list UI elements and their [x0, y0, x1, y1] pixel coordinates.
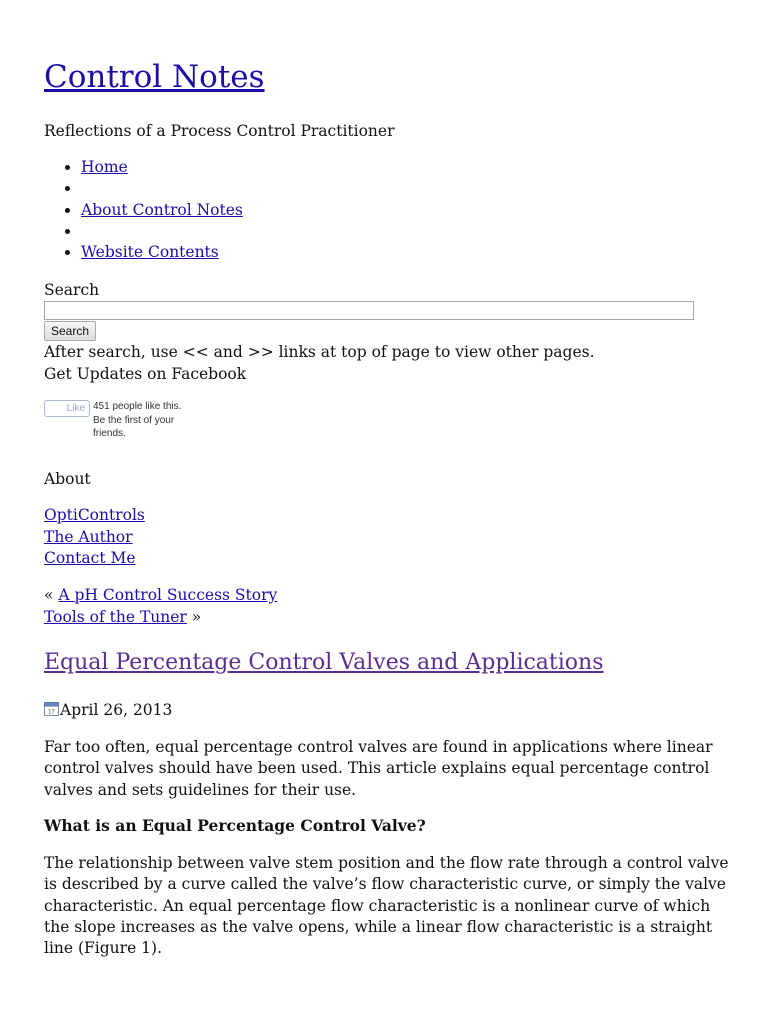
- post-body-paragraph: The relationship between valve stem position and the flow rate through a control valve is described by a curve called the valve’s flow characteristic curve, or simply the valve characteristic. An equal percentage flow characteristic is a nonlinear curve of which the slope increases as the valve opens, while a linear flow characteristic is a straight line (Figure 1).: [44, 854, 729, 958]
- post-intro-paragraph: Far too often, equal percentage control valves are found in applications where linear control valves should have been used. This article explains equal percentage control valves and sets guidelines for their use.: [44, 738, 713, 799]
- next-post-link[interactable]: Tools of the Tuner: [44, 608, 187, 626]
- next-arrow: »: [186, 608, 202, 626]
- post-title: [44, 648, 604, 678]
- site-tagline: Reflections of a Process Control Practitioner: [44, 122, 395, 140]
- about-link-contact[interactable]: Contact Me: [44, 549, 136, 568]
- main-nav: [44, 157, 243, 263]
- facebook-heading: Get Updates on Facebook: [44, 365, 247, 383]
- facebook-like-button[interactable]: Like: [44, 400, 90, 417]
- prev-arrow: «: [44, 586, 59, 604]
- svg-text:17: 17: [48, 709, 55, 715]
- facebook-like-count: 451 people like this. Be the first of your friends.: [93, 401, 182, 439]
- nav-link-home[interactable]: Home: [81, 158, 128, 176]
- next-post-nav: [44, 607, 201, 627]
- nav-item-empty: [81, 178, 243, 199]
- nav-link-about[interactable]: About Control Notes: [81, 200, 243, 219]
- site-title: [44, 58, 265, 96]
- nav-item-about: [81, 200, 243, 221]
- post-subheading: What is an Equal Percentage Control Valve?: [44, 816, 426, 835]
- about-heading: About: [44, 470, 91, 488]
- previous-post-nav: [44, 585, 277, 605]
- search-hint: After search, use << and >> links at top of page to view other pages.: [44, 343, 595, 361]
- about-link-author[interactable]: The Author: [44, 527, 133, 546]
- search-button[interactable]: Search: [44, 321, 96, 341]
- about-links: [44, 505, 145, 570]
- post-title-link[interactable]: Equal Percentage Control Valves and Applications: [44, 650, 604, 675]
- previous-post-link[interactable]: A pH Control Success Story: [58, 586, 278, 604]
- site-title-link[interactable]: Control Notes: [44, 59, 265, 95]
- search-label: Search: [44, 281, 100, 299]
- nav-item-contents: [81, 242, 243, 263]
- nav-link-contents[interactable]: Website Contents: [81, 243, 219, 262]
- post-date-text: April 26, 2013: [60, 701, 173, 719]
- about-link-opticontrols[interactable]: OptiControls: [44, 506, 145, 524]
- calendar-icon: [44, 699, 59, 714]
- nav-item-empty: [81, 221, 243, 242]
- nav-item-home: [81, 157, 243, 178]
- post-date: [44, 698, 172, 722]
- search-input[interactable]: [44, 301, 694, 320]
